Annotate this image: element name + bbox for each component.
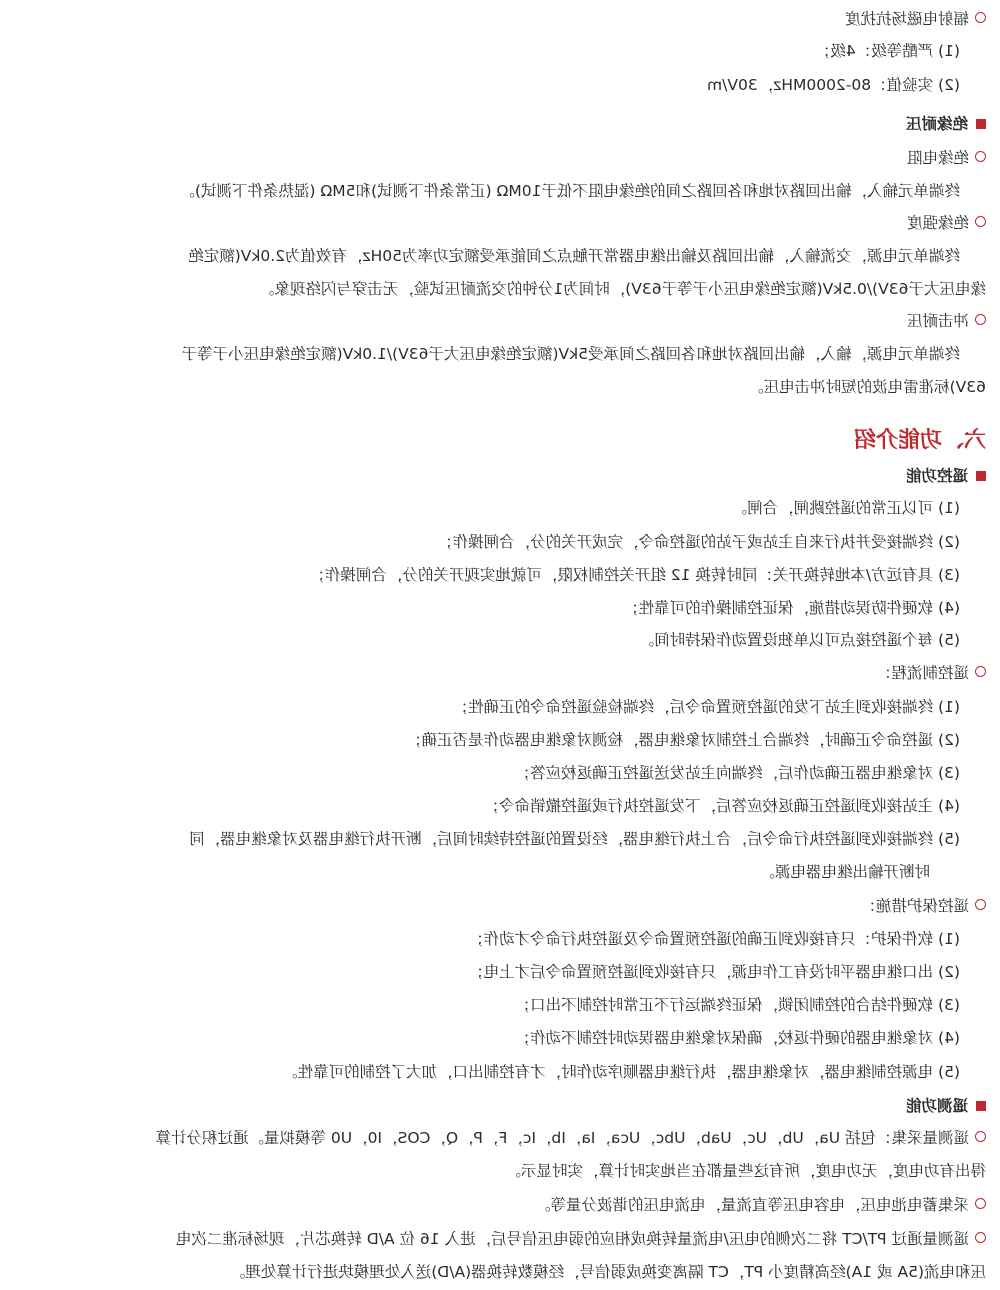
impulse-body-1: 终端单元电源，输入，输出回路对地和各回路之间承受5kV(额定绝缘电压大于63V)/1.0kV(额定绝缘电压小于等于 xyxy=(181,345,960,363)
radiated-emc-heading: 辐射电磁场抗扰度 xyxy=(844,10,969,28)
circle-bullet-icon xyxy=(975,216,986,227)
circle-bullet-icon xyxy=(975,12,986,23)
strength-body-2: 缘电压大于63V)/0.5kV(额定绝缘电压小于等于63V)，时间为1分钟的交流耐压试验，无击穿与闪络现象。 xyxy=(258,280,986,298)
process-item-text: (2) 遥控命令正确时，终端合上控制对象继电器，检测对象继电器动作是否正确； xyxy=(406,731,960,749)
remote-control-item-text: (2) 终端接受并执行来自主站或子站的遥控命令，完成开关的分，合闸操作； xyxy=(437,533,960,551)
resistance-heading: 绝缘电阻 xyxy=(906,149,969,167)
square-bullet-icon xyxy=(976,471,986,481)
remote-control-item-text: (1) 可以正常的遥控跳闸，合闸。 xyxy=(731,499,960,517)
process-item-text: (4) 主站接收到遥控正确返校应答后，下发遥控执行或遥控撤销命令； xyxy=(483,797,960,815)
insulation-heading: 绝缘耐压 xyxy=(905,115,968,133)
circle-bullet-icon xyxy=(975,314,986,325)
square-bullet-icon xyxy=(976,119,986,129)
circle-bullet-icon xyxy=(975,666,986,677)
strength-body-1: 终端单元电源，交流输入，输出回路及输出继电器常开触点之间能承受额定功率为50Hz，有效值为2.0kV(额定绝 xyxy=(188,247,960,265)
remote-control-item-text: (5) 每个遥控接点可以单独设置动作保持时间。 xyxy=(638,631,960,649)
protection-item-text: (2) 出口继电器平时没有工作电源，只有接收到遥控预置命令后才上电； xyxy=(468,963,960,981)
process-item-text: (1) 终端接收到主站下发的遥控预置命令后，终端检验遥控命令的正确性； xyxy=(452,698,960,716)
square-bullet-icon xyxy=(976,1101,986,1111)
circle-bullet-icon xyxy=(975,899,986,910)
measurement-collect-1: 遥测量采集：包括 Ua，Ub，Uc，Uab，Ubc，Uca，Ia，Ib，Ic，F，P，Q，COS，I0，U0 等模拟量。通过积分计算 xyxy=(155,1129,969,1147)
measurement-convert-1: 遥测量通过 PT/CT 将二次侧的电压/电流量转换成相应的弱电压信号后，进入 16 位 A/D 转换芯片，现场标准二次电 xyxy=(175,1230,969,1248)
circle-bullet-icon xyxy=(975,1232,986,1243)
impulse-heading: 冲击耐压 xyxy=(906,312,969,330)
process-item-text: 时断开输出继电器电源。 xyxy=(759,863,930,881)
protection-heading: 遥控保护措施： xyxy=(860,897,969,915)
protection-item-text: (5) 电源控制继电器，对象继电器，执行继电器顺序动作时，才有控制出口，加大了控制的可靠性。 xyxy=(282,1063,960,1081)
circle-bullet-icon xyxy=(975,1131,986,1142)
measurement-battery: 采集蓄电池电压，电容电压等直流量，电流电压的谐波分量等。 xyxy=(534,1196,969,1214)
circle-bullet-icon xyxy=(975,1198,986,1209)
section-title: 六、功能介绍 xyxy=(853,428,986,453)
process-heading: 遥控制流程： xyxy=(875,664,969,682)
severity-text: (1) 严酷等级：4级； xyxy=(814,42,960,60)
circle-bullet-icon xyxy=(975,151,986,162)
remote-control-item-text: (4) 软硬件防误动措施，保证控制操作的可靠性； xyxy=(623,599,960,617)
test-value-text: (2) 实验值：80-2000MHz，30V/m xyxy=(707,76,960,94)
process-item-text: (3) 对象继电器正确动作后，终端向主站发送遥控正确返校应答； xyxy=(514,764,960,782)
protection-item-text: (1) 软件保护：只有接收到正确的遥控预置命令及遥控执行命令才动作； xyxy=(468,930,960,948)
protection-item-text: (3) 软硬件结合的控制闭锁，保证终端运行不正常时控制不出口； xyxy=(514,996,960,1014)
impulse-body-2: 63V)标准雷电波的短时冲击电压。 xyxy=(748,378,986,396)
strength-heading: 绝缘强度 xyxy=(906,214,969,232)
remote-control-item-text: (3) 具有远方/本地转换开关：同时转换 12 组开关控制权限，可就地实现开关的分，合闸操作； xyxy=(309,566,960,584)
measurement-heading: 遥测功能 xyxy=(905,1097,968,1115)
resistance-body: 终端单元输入，输出回路对地和各回路之间的绝缘电阻不低于10MΩ (正常条件下测试)和5MΩ (湿热条件下测试)。 xyxy=(179,182,960,200)
process-item-text: (5) 终端接收到遥控执行命令后，合上执行继电器，经设置的遥控持续时间后，断开执行继电器及对象继电器，同 xyxy=(189,830,960,848)
measurement-convert-2: 压和电流(5A 或 1A)经高精度小 PT，CT 隔离变换成弱信号，经模数转换器(A/D)送入处理模块进行计算处理。 xyxy=(229,1263,986,1281)
remote-control-heading: 遥控功能 xyxy=(905,467,968,485)
protection-item-text: (4) 对象继电器的硬件返校，确保对象继电器误动时控制不动作； xyxy=(514,1029,960,1047)
measurement-collect-2: 得出有功电度，无功电度，所有这些量都在当地实时计算，实时显示。 xyxy=(505,1162,986,1180)
